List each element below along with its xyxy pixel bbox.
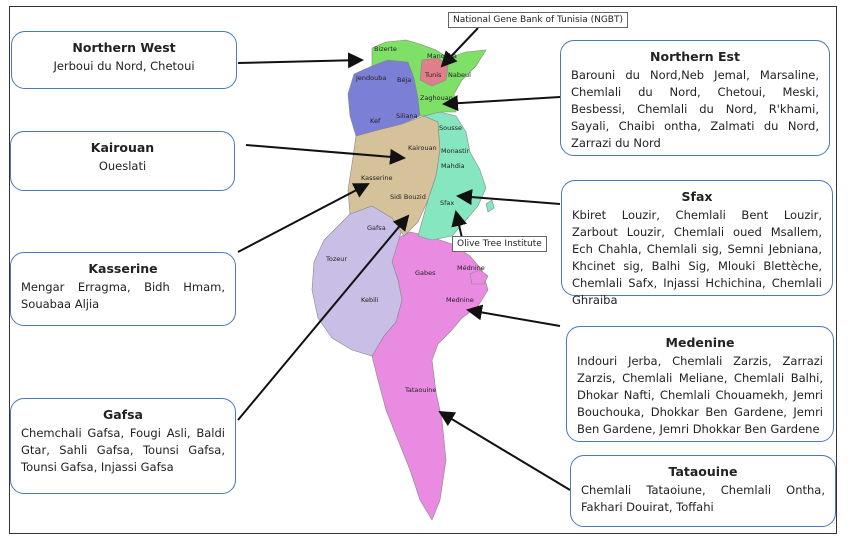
box-northern-west — [11, 31, 237, 89]
box-title: Kairouan — [90, 140, 155, 155]
island-kerkennah — [486, 200, 494, 212]
gov-label-medenine-island: Médnine — [457, 264, 485, 272]
box-text: Oueslati — [98, 159, 147, 173]
gov-label-manouba: Manouba — [427, 52, 457, 60]
arrow-tataouine — [440, 412, 570, 490]
gov-label-sfax: Sfax — [440, 199, 455, 207]
gov-label-sidi-bouzid: Sidi Bouzid — [390, 193, 426, 201]
oti-label-text: Olive Tree Institute — [457, 239, 542, 249]
box-title: Sfax — [681, 189, 713, 204]
box-northern-est — [560, 40, 830, 156]
gov-label-kebili: Kebili — [361, 296, 379, 304]
box-text: Chemchali Gafsa, Fougi Asli, Baldi Gtar, Sahli Gafsa, Tounsi Gafsa, Tounsi Gafsa, Injassi Gafsa — [21, 426, 225, 474]
ngbt-label-text: National Gene Bank of Tunisia (NGBT) — [453, 15, 623, 25]
box-text: Barouni du Nord,Neb Jemal, Marsaline, Chemlali du Nord, Chetoui, Meski, Besbessi, Chemlali du Nord, R'khami, Sayali, Chaibi ontha, Zalmati du Nord, Zarrazi du Nord — [571, 68, 819, 150]
gov-label-jendouba: Jendouba — [356, 74, 387, 82]
gov-label-sousse: Sousse — [439, 124, 462, 132]
gov-label-tataouine: Tataouine — [405, 386, 437, 394]
gov-label-zaghouan: Zaghouan — [420, 94, 453, 102]
box-medenine — [566, 326, 834, 442]
gov-label-siliana: Siliana — [396, 112, 418, 120]
box-title: Gafsa — [102, 407, 143, 422]
arrow-medenine — [468, 310, 560, 326]
gov-label-monastir: Monastir — [441, 147, 470, 155]
gov-label-kef: Kef — [370, 117, 381, 125]
box-title: Medenine — [665, 335, 735, 350]
gov-label-gabes: Gabes — [415, 269, 436, 277]
oti-label — [452, 236, 547, 252]
box-gafsa — [10, 398, 236, 494]
gov-label-tozeur: Tozeur — [326, 255, 348, 263]
box-title: Kasserine — [88, 261, 158, 276]
box-text: Kbiret Louzir, Chemlali Bent Louzir, Zarbout Louzir, Chemlali oued Msallem, Ech Chahla, Chemlali sig, Semni Jebniana, Khcinet sig, Balhi Sig, Mlouki Blettèche, Chemlali Safx, Injassi Hchichina, Chemlali Ghraiba — [572, 208, 822, 307]
box-title: Northern Est — [650, 49, 740, 64]
gov-label-bizerte: Bizerte — [374, 45, 397, 53]
box-text: Chemlali Tataoiune, Chemlali Ontha, Fakhari Douirat, Toffahi — [581, 483, 825, 514]
box-title: Northern West — [72, 40, 176, 55]
gov-label-gafsa: Gafsa — [367, 224, 386, 232]
gov-label-kairouan: Kairouan — [408, 144, 437, 152]
box-tataouine — [570, 455, 836, 527]
box-sfax — [561, 180, 833, 307]
box-text: Mengar Erragma, Bidh Hmam, Souabaa Aljia — [21, 280, 225, 311]
box-text: Jerboui du Nord, Chetoui — [53, 59, 195, 73]
arrow-northern-west — [238, 60, 362, 63]
gov-label-tunis: Tunis — [425, 71, 442, 79]
box-title: Tataouine — [668, 464, 738, 479]
box-kairouan — [10, 131, 235, 191]
gov-label-nabeul: Nabeul — [448, 71, 471, 79]
box-text: Indouri Jerba, Chemlali Zarzis, Zarrazi Zarzis, Chemlali Meliane, Chemlali Balhi, Dhokar Nafti, Chemlali Chouamekh, Jemri Bouchouka, Dhokkar Ben Gardene, Jemri Ben Gardene, Jemri Dhokkar Ben Gardene — [577, 354, 823, 436]
box-kasserine — [10, 252, 236, 326]
gov-label-beja: Béja — [397, 76, 412, 84]
ngbt-label — [448, 12, 628, 28]
gov-label-kasserine: Kasserine — [361, 174, 393, 182]
gov-label-mahdia: Mahdia — [441, 162, 465, 170]
gov-label-medenine: Mednine — [446, 296, 474, 304]
arrow-northern-est — [444, 97, 560, 104]
